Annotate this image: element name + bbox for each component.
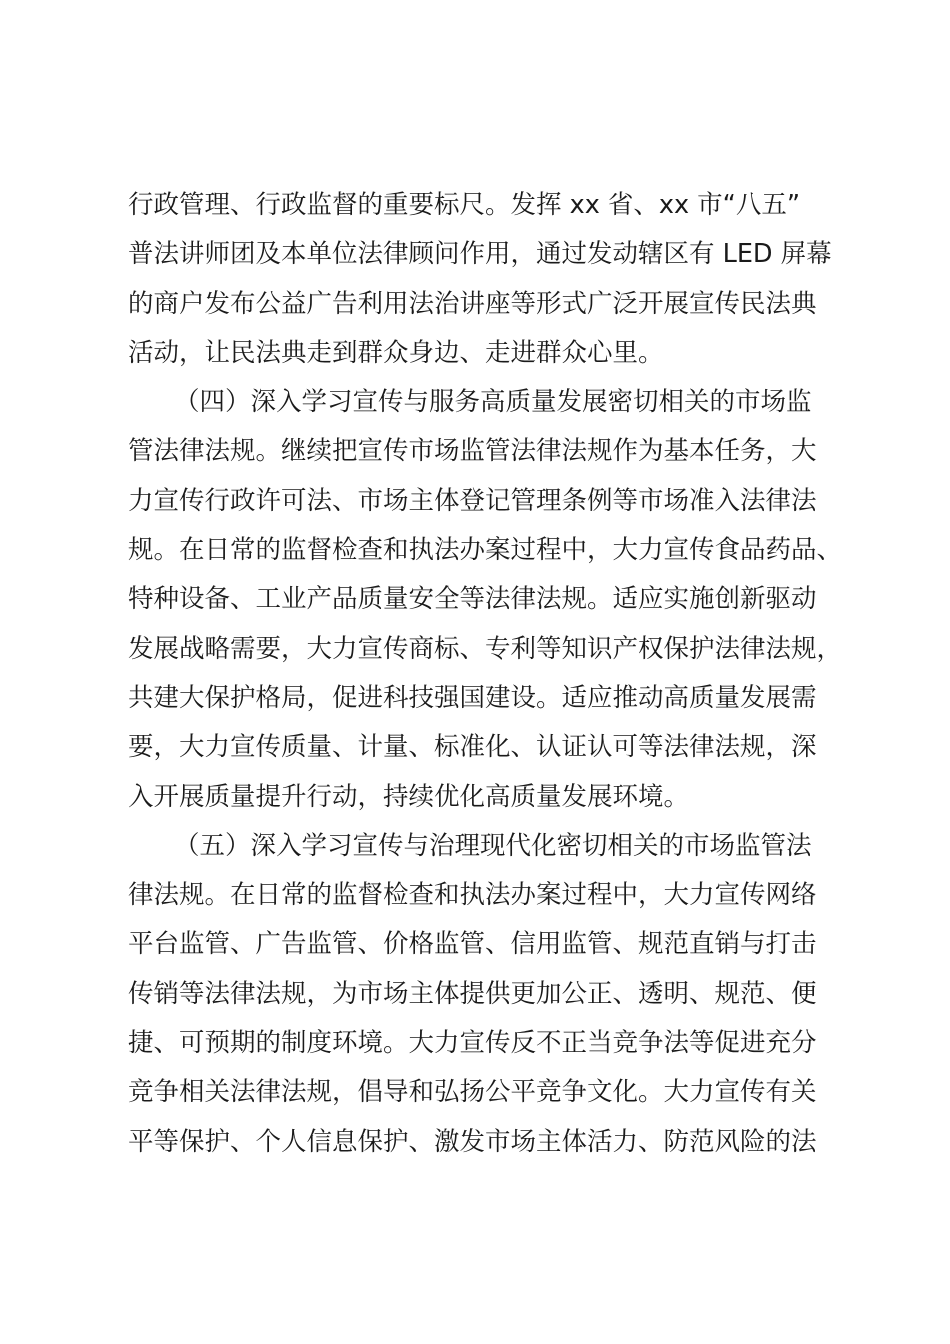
- text-line: 普法讲师团及本单位法律顾问作用，通过发动辖区有 LED 屏幕: [128, 239, 832, 270]
- text-line: 捷、可预期的制度环境。大力宣传反不正当竞争法等促进充分: [128, 1028, 817, 1059]
- text-line: 共建大保护格局，促进科技强国建设。适应推动高质量发展需: [128, 682, 817, 713]
- text-line: 管法律法规。继续把宣传市场监管法律法规作为基本任务，大: [128, 436, 817, 467]
- text-line: 竞争相关法律法规，倡导和弘扬公平竞争文化。大力宣传有关: [128, 1077, 817, 1108]
- text-line: 的商户发布公益广告利用法治讲座等形式广泛开展宣传民法典: [128, 288, 817, 319]
- text-line: 平等保护、个人信息保护、激发市场主体活力、防范风险的法: [128, 1126, 817, 1157]
- section-four-heading-line: （四）深入学习宣传与服务高质量发展密切相关的市场监: [174, 387, 812, 418]
- text-line: 力宣传行政许可法、市场主体登记管理条例等市场准入法律法: [128, 485, 817, 516]
- text-line: 传销等法律法规，为市场主体提供更加公正、透明、规范、便: [128, 978, 817, 1009]
- text-line: 活动，让民法典走到群众身边、走进群众心里。: [128, 337, 664, 368]
- text-line: 律法规。在日常的监督检查和执法办案过程中，大力宣传网络: [128, 880, 817, 911]
- text-line: 入开展质量提升行动，持续优化高质量发展环境。: [128, 781, 690, 812]
- text-line: 规。在日常的监督检查和执法办案过程中，大力宣传食品药品、: [128, 535, 843, 566]
- body-text: [128, 181, 843, 1167]
- text-line: 发展战略需要，大力宣传商标、专利等知识产权保护法律法规，: [128, 633, 843, 664]
- text-line: 要，大力宣传质量、计量、标准化、认证认可等法律法规，深: [128, 732, 817, 763]
- section-five-heading-line: （五）深入学习宣传与治理现代化密切相关的市场监管法: [174, 830, 812, 861]
- text-line: 特种设备、工业产品质量安全等法律法规。适应实施创新驱动: [128, 584, 817, 615]
- text-line: 平台监管、广告监管、价格监管、信用监管、规范直销与打击: [128, 929, 817, 960]
- text-line: 行政管理、行政监督的重要标尺。发挥 xx 省、xx 市“八五”: [128, 190, 801, 220]
